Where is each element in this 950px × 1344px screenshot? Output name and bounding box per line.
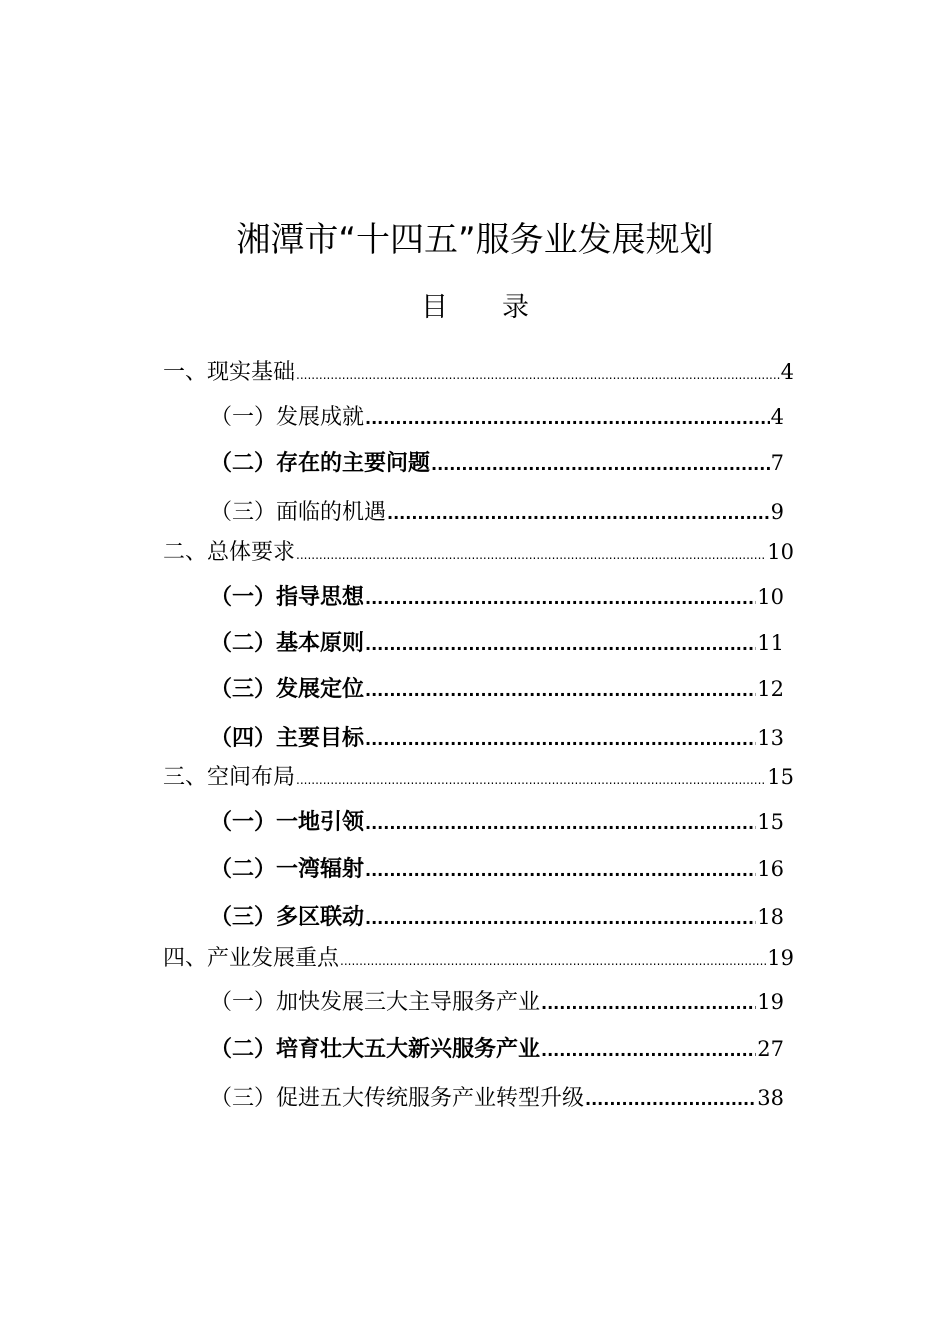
dot-leader: [296, 358, 780, 392]
toc-entry-page: 10: [757, 585, 784, 609]
dot-leader: [296, 538, 766, 572]
toc-entry[interactable]: [163, 941, 794, 975]
dot-leader: [365, 582, 756, 616]
toc-heading: 目 录: [421, 292, 529, 323]
dot-leader: [365, 807, 756, 841]
toc-entry-label: （三）发展定位: [210, 677, 365, 702]
toc-entry-label: （一）一地引领: [210, 810, 365, 835]
toc-entry-page: 7: [770, 451, 784, 475]
dot-leader: [387, 497, 770, 531]
toc-entry-page: 19: [767, 946, 794, 970]
dot-leader: [585, 1083, 756, 1117]
toc-entry-label: （一）加快发展三大主导服务产业: [210, 990, 541, 1015]
dot-leader: [365, 723, 756, 757]
dot-leader: [365, 674, 756, 708]
document-title: 湘潭市“十四五”服务业发展规划: [236, 220, 714, 260]
toc-entry-page: 16: [757, 857, 784, 881]
dot-leader: [365, 628, 756, 662]
dot-leader: [365, 854, 756, 888]
toc-entry[interactable]: [210, 1032, 784, 1066]
toc-entry-label: 二、总体要求: [163, 540, 296, 565]
dot-leader: [340, 944, 766, 978]
toc-entry[interactable]: [210, 400, 784, 434]
dot-leader: [365, 402, 770, 436]
toc-entry-page: 13: [757, 726, 784, 750]
dot-leader: [431, 448, 770, 482]
toc-entry-page: 27: [757, 1037, 784, 1061]
dot-leader: [541, 987, 756, 1021]
toc-entry-page: 19: [757, 990, 784, 1014]
toc-entry-page: 9: [770, 500, 784, 524]
toc-entry-label: （二）存在的主要问题: [210, 451, 431, 476]
toc-entry-page: 15: [757, 810, 784, 834]
toc-entry-label: 三、空间布局: [163, 765, 296, 790]
toc-entry[interactable]: [163, 760, 794, 794]
dot-leader: [365, 902, 756, 936]
toc-entry[interactable]: [210, 495, 784, 529]
toc-entry-label: （三）多区联动: [210, 905, 365, 930]
dot-leader: [296, 763, 766, 797]
toc-entry-page: 15: [767, 765, 794, 789]
toc-entry[interactable]: [210, 900, 784, 934]
toc-entry[interactable]: [210, 1081, 784, 1115]
toc-entry[interactable]: [163, 535, 794, 569]
toc-entry[interactable]: [210, 721, 784, 755]
toc-entry[interactable]: [210, 805, 784, 839]
toc-entry-page: 4: [780, 360, 794, 384]
toc-entry-page: 12: [757, 677, 784, 701]
toc-entry-page: 38: [757, 1086, 784, 1110]
toc-entry-label: 一、现实基础: [163, 360, 296, 385]
toc-entry-label: （一）发展成就: [210, 405, 365, 430]
toc-entry-label: （一）指导思想: [210, 585, 365, 610]
toc-entry-page: 4: [770, 405, 784, 429]
toc-entry-label: （二）培育壮大五大新兴服务产业: [210, 1037, 541, 1062]
toc-entry-page: 11: [757, 631, 784, 655]
toc-entry[interactable]: [210, 580, 784, 614]
toc-entry-label: （二）一湾辐射: [210, 857, 365, 882]
toc-entry-label: 四、产业发展重点: [163, 946, 340, 971]
toc-entry-label: （四）主要目标: [210, 726, 365, 751]
toc-entry-label: （三）促进五大传统服务产业转型升级: [210, 1086, 585, 1111]
toc-entry[interactable]: [210, 626, 784, 660]
toc-entry[interactable]: [163, 355, 794, 389]
toc-entry-label: （三）面临的机遇: [210, 500, 387, 525]
toc-entry[interactable]: [210, 446, 784, 480]
dot-leader: [541, 1034, 756, 1068]
toc-entry-page: 10: [767, 540, 794, 564]
toc-entry-label: （二）基本原则: [210, 631, 365, 656]
toc-entry[interactable]: [210, 852, 784, 886]
toc-entry-page: 18: [757, 905, 784, 929]
toc-entry[interactable]: [210, 985, 784, 1019]
toc-entry[interactable]: [210, 672, 784, 706]
